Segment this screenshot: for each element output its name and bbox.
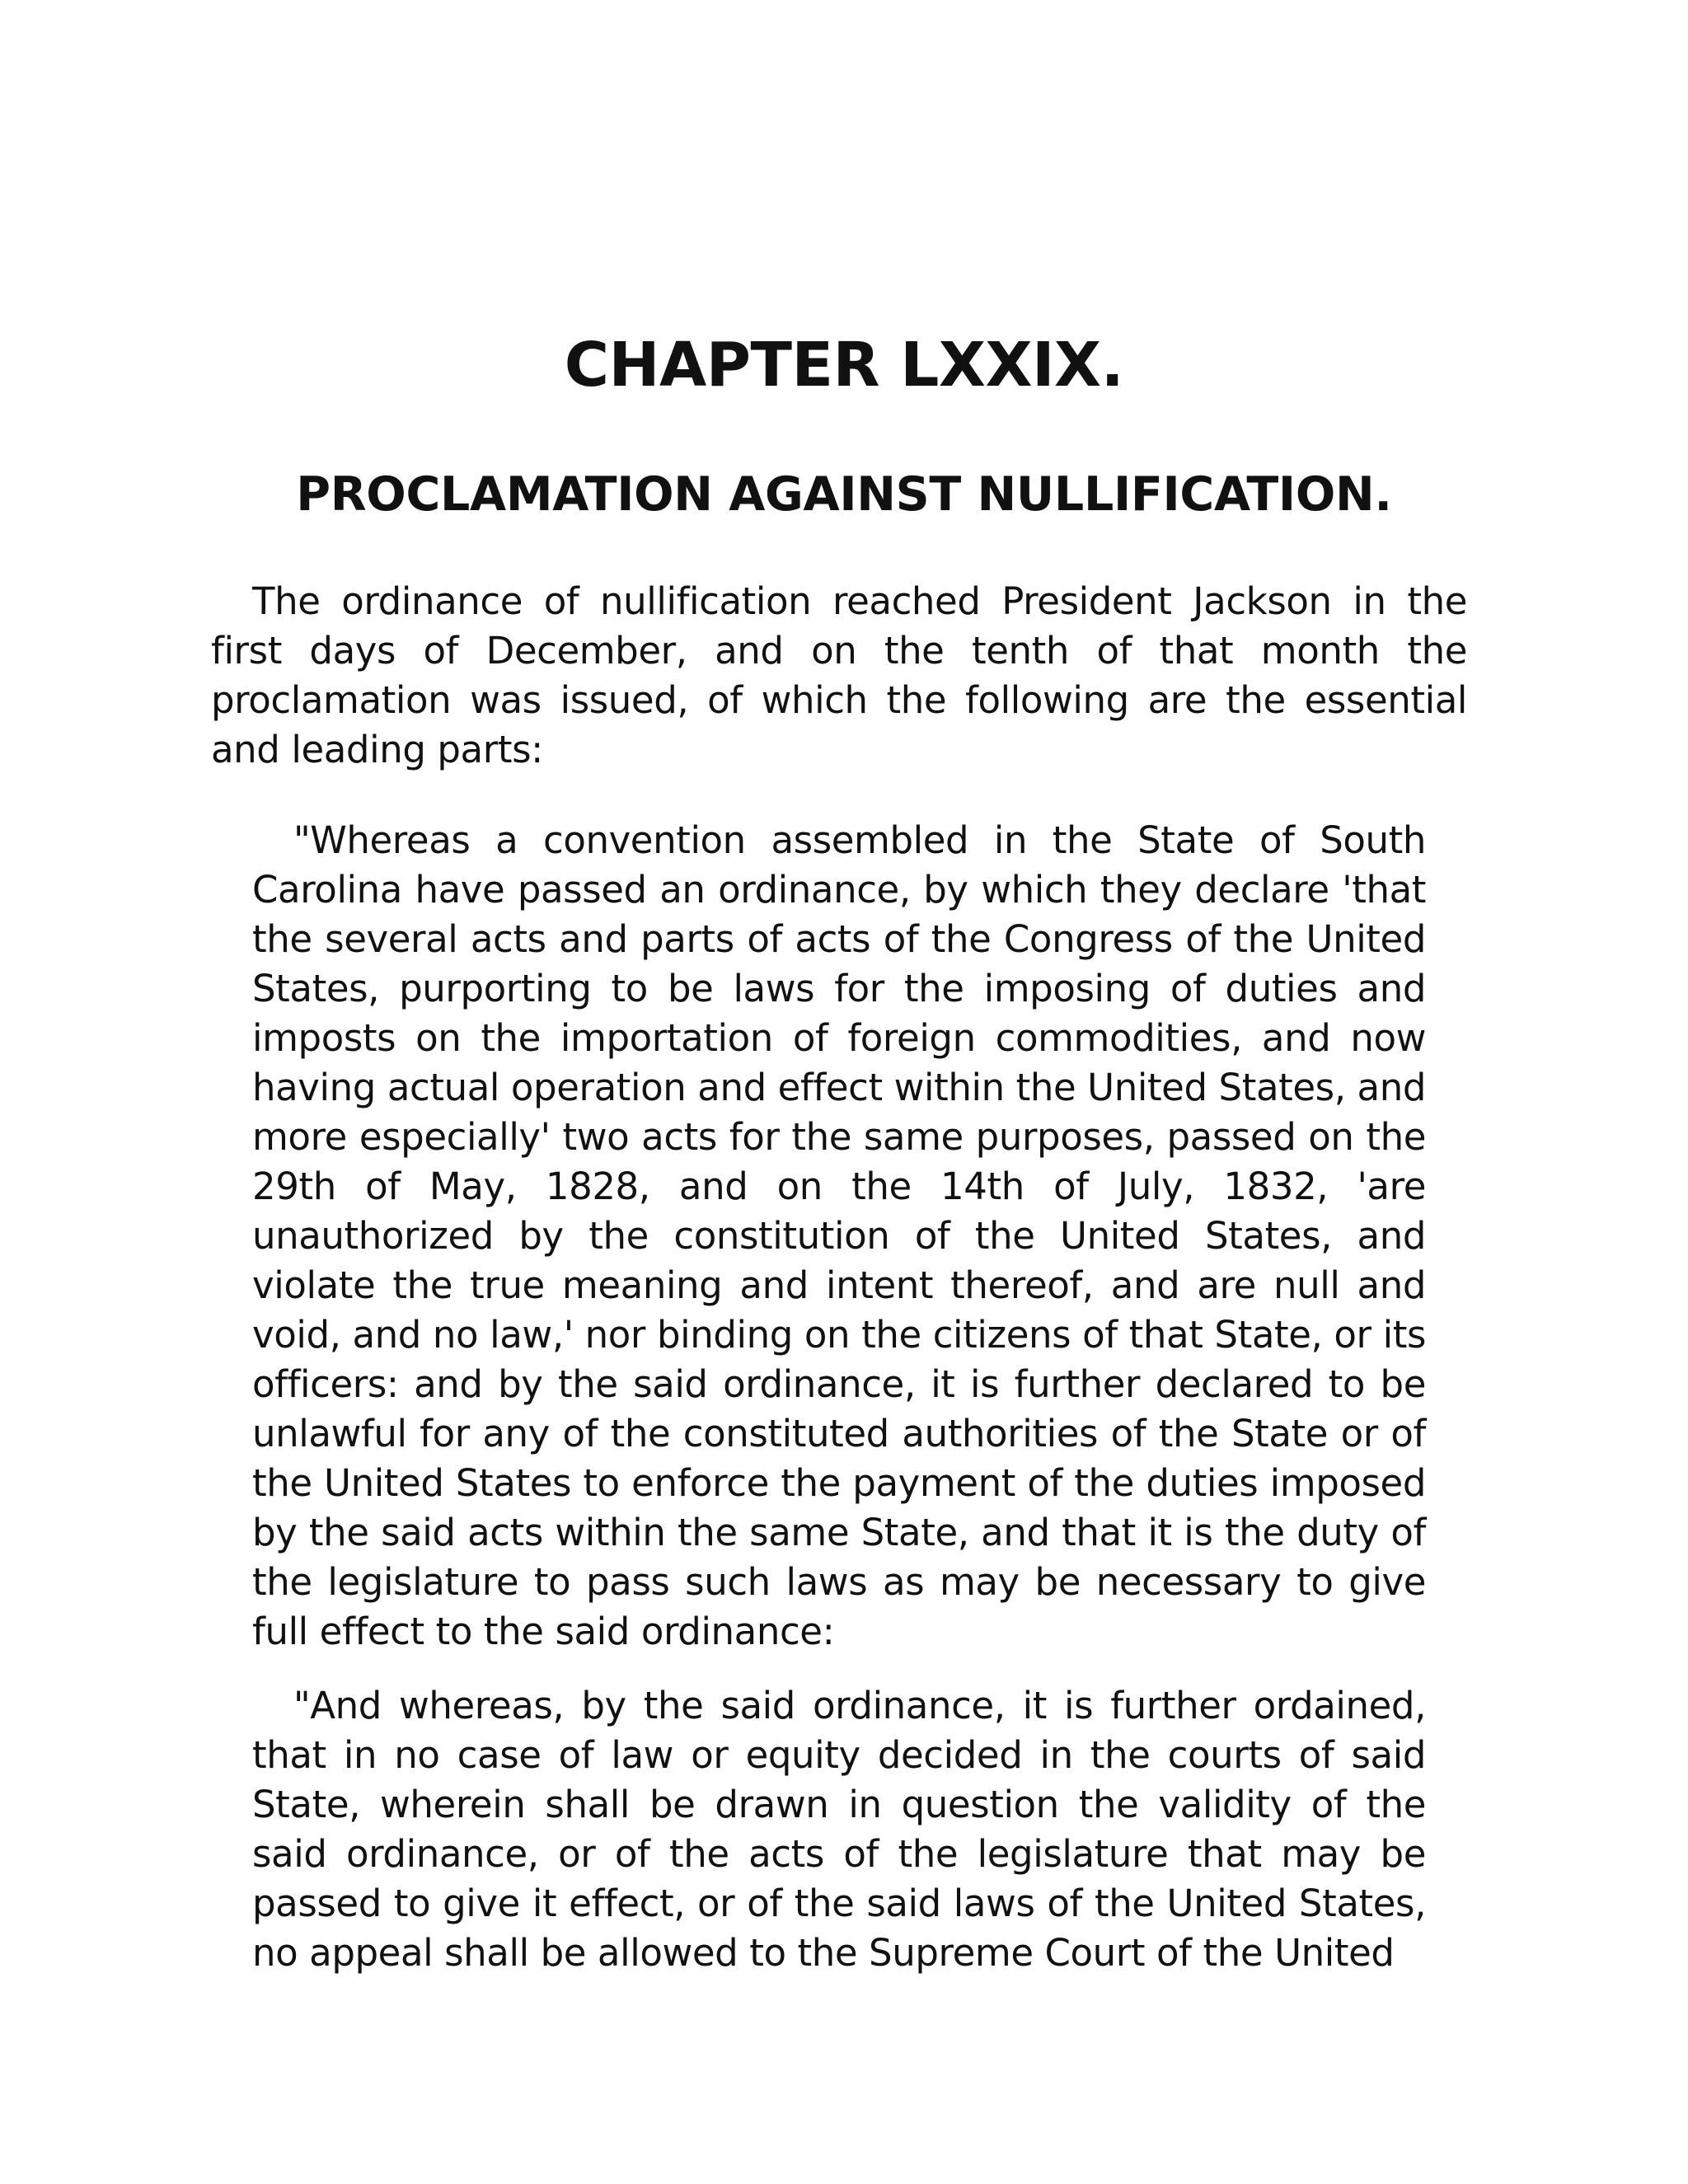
chapter-subtitle: PROCLAMATION AGAINST NULLIFICATION. [296,467,1392,522]
intro-paragraph: The ordinance of nullification reached President Jackson in the first days of December, and on the tenth of that month the proclamation was issued, of which the following are the essential and leading parts: [211,579,1467,771]
quoted-paragraph-2: "And whereas, by the said ordinance, it is further ordained, that in no case of law or equity decided in the courts of said State, wherein shall be drawn in question the validity of the said ordinance, or of the acts of the legislature that may be passed to give it effect, or of the said laws of the United States, no appeal shall be allowed to the Supreme Court of the United [252,1684,1426,1975]
chapter-title: CHAPTER LXXIX. [564,330,1124,401]
quoted-paragraph-1: "Whereas a convention assembled in the State of South Carolina have passed an ordinance, by which they declare 'that the several acts and parts of acts of the Congress of the United States, purporting to be laws for the imposing of duties and imposts on the importation of foreign commodities, and now having actual operation and effect within the United States, and more especially' two acts for the same purposes, passed on the 29th of May, 1828, and on the 14th of July, 1832, 'are unauthorized by the constitution of the United States, and violate the true meaning and intent thereof, and are null and void, and no law,' nor binding on the citizens of that State, or its officers: and by the said ordinance, it is further declared to be unlawful for any of the constituted authorities of the State or of the United States to enforce the payment of the duties imposed by the said acts within the same State, and that it is the duty of the legislature to pass such laws as may be necessary to give full effect to the said ordinance: [252,818,1426,1653]
